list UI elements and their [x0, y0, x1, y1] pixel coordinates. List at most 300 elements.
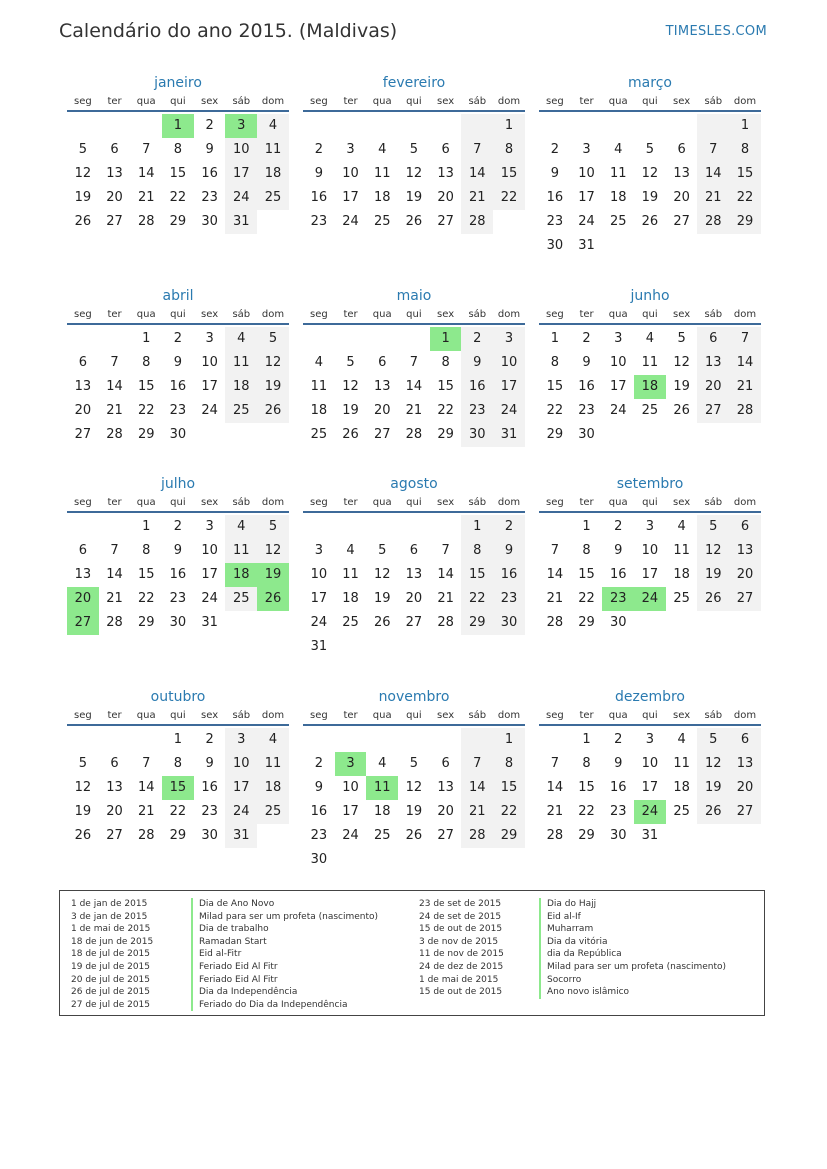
day-cell: 7: [409, 355, 419, 370]
day-cell: 8: [142, 543, 151, 558]
day-cell: 27: [673, 214, 690, 229]
day-cell-empty: [602, 423, 634, 447]
day-cell-empty: [99, 515, 131, 539]
day-cell: 7: [697, 138, 729, 162]
weekday-label: qua: [372, 96, 392, 107]
day-cell: 26: [673, 403, 690, 418]
day-cell: 13: [405, 567, 423, 582]
holiday-day-cell: 18: [225, 563, 257, 587]
day-cell: 29: [578, 828, 595, 843]
month-title: dezembro: [615, 689, 685, 705]
day-cell: 19: [373, 591, 391, 606]
legend-marker: [539, 936, 541, 949]
weekday-header: [539, 497, 761, 513]
day-cell: 20: [405, 591, 423, 606]
day-cell: 22: [169, 804, 187, 819]
day-cell: 4: [314, 355, 323, 370]
weekday-label: qua: [608, 96, 628, 107]
legend-entry: [419, 961, 726, 974]
day-cell-empty: [461, 114, 493, 138]
day-cell: 14: [461, 162, 493, 186]
day-cell: 19: [405, 804, 423, 819]
day-cell: 21: [697, 186, 729, 210]
day-cell: 6: [110, 756, 119, 771]
weekday-label: ter: [343, 96, 358, 107]
day-cell: 24: [310, 615, 328, 630]
day-cell-empty: [67, 515, 99, 539]
day-cell: 12: [641, 166, 659, 181]
day-cell-empty: [257, 611, 289, 635]
weekday-label: sex: [437, 497, 455, 508]
weekday-label: qua: [372, 309, 392, 320]
day-cell: 23: [201, 804, 218, 819]
day-cell: 2: [614, 519, 623, 534]
day-cell: 1: [582, 519, 591, 534]
legend-marker: [191, 911, 193, 924]
day-cell: 9: [314, 780, 323, 795]
legend-date: 15 de out de 2015: [419, 924, 503, 935]
day-cell: 12: [697, 752, 729, 776]
day-cell: 31: [310, 639, 328, 654]
day-cell: 8: [441, 355, 450, 370]
day-cell: 10: [578, 166, 595, 181]
week-row: [539, 138, 761, 162]
legend-holiday-name: Feriado do Dia da Independência: [199, 999, 348, 1010]
legend-marker: [539, 923, 541, 936]
day-cell: 10: [342, 166, 359, 181]
day-cell-empty: [366, 114, 398, 138]
day-cell: 9: [173, 543, 183, 558]
day-cell: 16: [578, 379, 595, 394]
week-row: [303, 210, 525, 234]
legend-holiday-name: Ano novo islâmico: [547, 987, 630, 998]
day-cell: 22: [578, 591, 595, 606]
weekday-label: qui: [406, 96, 422, 107]
day-cell: 8: [550, 355, 559, 370]
day-cell: 8: [493, 752, 525, 776]
day-cell-empty: [335, 635, 367, 659]
day-cell: 17: [342, 804, 359, 819]
day-cell: 8: [173, 142, 183, 157]
day-cell: 30: [609, 828, 627, 843]
day-cell: 8: [142, 355, 151, 370]
week-row: [303, 563, 525, 587]
day-cell: 22: [137, 403, 155, 418]
day-cell-empty: [257, 824, 289, 848]
day-cell: 13: [729, 752, 761, 776]
day-cell: 23: [546, 214, 564, 229]
day-cell: 21: [137, 190, 155, 205]
weekday-header: [303, 309, 525, 325]
day-cell: 21: [546, 804, 564, 819]
week-row: [67, 563, 289, 587]
day-cell: 6: [677, 142, 686, 157]
day-cell: 2: [493, 515, 525, 539]
day-cell: 4: [257, 728, 289, 752]
day-cell-empty: [398, 728, 430, 752]
month-title: novembro: [378, 689, 450, 705]
legend-entry: [71, 936, 378, 949]
weekday-label: qua: [372, 497, 392, 508]
day-cell: 10: [201, 355, 218, 370]
week-row: [67, 210, 289, 234]
day-cell: 28: [729, 399, 761, 423]
legend-marker: [539, 948, 541, 961]
day-cell: 6: [729, 728, 761, 752]
day-cell: 24: [225, 800, 257, 824]
day-cell: 5: [645, 142, 655, 157]
day-cell-empty: [729, 611, 761, 635]
weekday-label: qua: [372, 710, 392, 721]
day-cell: 4: [225, 515, 257, 539]
day-cell: 6: [441, 142, 450, 157]
day-cell-empty: [461, 848, 493, 872]
day-cell: 27: [106, 214, 123, 229]
weekday-header: [539, 96, 761, 112]
holiday-day-cell: 3: [225, 114, 257, 138]
day-cell: 29: [578, 615, 595, 630]
day-cell: 3: [346, 142, 355, 157]
day-cell: 15: [437, 379, 454, 394]
week-row: [67, 824, 289, 848]
day-cell: 19: [697, 776, 729, 800]
week-row: [67, 587, 289, 611]
day-cell: 6: [729, 515, 761, 539]
month-title: agosto: [390, 476, 438, 492]
day-cell: 23: [461, 399, 493, 423]
legend-holiday-name: Milad para ser um profeta (nascimento): [199, 911, 379, 922]
day-cell: 24: [201, 591, 218, 606]
day-cell: 5: [697, 728, 729, 752]
holiday-day-cell: 23: [602, 587, 634, 611]
day-cell: 6: [697, 327, 729, 351]
day-cell-empty: [539, 114, 571, 138]
day-cell: 11: [225, 539, 257, 563]
day-cell-empty: [67, 728, 99, 752]
holiday-day-cell: 27: [67, 611, 99, 635]
day-cell: 12: [257, 539, 289, 563]
day-cell: 22: [437, 403, 454, 418]
day-cell-empty: [99, 114, 131, 138]
day-cell-empty: [602, 114, 634, 138]
day-cell: 15: [546, 379, 564, 394]
month-agosto: [303, 474, 525, 659]
day-cell: 20: [729, 776, 761, 800]
week-row: [539, 515, 761, 539]
week-row: [303, 423, 525, 447]
week-row: [303, 162, 525, 186]
day-cell-empty: [493, 848, 525, 872]
day-cell: 22: [169, 190, 187, 205]
day-cell: 20: [373, 403, 391, 418]
weekday-label: qui: [642, 497, 658, 508]
day-cell: 18: [673, 567, 690, 582]
day-cell: 21: [461, 800, 493, 824]
legend-holiday-name: Milad para ser um profeta (nascimento): [547, 961, 727, 972]
day-cell-empty: [666, 611, 698, 635]
day-cell: 26: [257, 399, 289, 423]
weekday-label: seg: [73, 96, 92, 107]
day-cell-empty: [539, 515, 571, 539]
day-cell: 30: [201, 214, 218, 229]
day-cell: 2: [314, 142, 323, 157]
day-cell: 10: [201, 543, 218, 558]
day-cell: 24: [225, 186, 257, 210]
day-cell: 7: [461, 752, 493, 776]
weekday-label: sex: [201, 96, 219, 107]
legend-holiday-name: Muharram: [547, 924, 594, 935]
week-row: [303, 752, 525, 776]
legend-entry: [71, 974, 378, 987]
page-title: Calendário do ano 2015. (Maldivas): [59, 20, 398, 42]
day-cell: 2: [461, 327, 493, 351]
day-cell: 2: [205, 118, 214, 133]
day-cell-empty: [697, 423, 729, 447]
weekday-label: seg: [73, 710, 92, 721]
day-cell: 23: [609, 804, 627, 819]
day-cell: 14: [137, 780, 155, 795]
day-cell: 15: [461, 563, 493, 587]
day-cell: 24: [493, 399, 525, 423]
day-cell: 25: [257, 186, 289, 210]
day-cell: 30: [493, 611, 525, 635]
day-cell-empty: [430, 515, 462, 539]
day-cell: 5: [697, 515, 729, 539]
day-cell: 28: [461, 824, 493, 848]
day-cell: 23: [169, 403, 187, 418]
day-cell: 17: [493, 375, 525, 399]
day-cell: 2: [314, 756, 323, 771]
day-cell: 10: [342, 780, 359, 795]
day-cell: 10: [493, 351, 525, 375]
day-cell: 5: [409, 142, 419, 157]
day-cell-empty: [366, 327, 398, 351]
weekday-label: dom: [733, 309, 757, 320]
week-row: [539, 114, 761, 138]
day-cell: 24: [342, 214, 359, 229]
week-row: [303, 138, 525, 162]
day-cell: 2: [550, 142, 559, 157]
day-cell: 15: [169, 166, 187, 181]
day-cell: 3: [645, 732, 655, 747]
day-cell: 18: [373, 804, 391, 819]
day-cell-empty: [666, 114, 698, 138]
day-cell: 3: [205, 331, 214, 346]
day-cell: 28: [106, 615, 123, 630]
day-cell-empty: [430, 728, 462, 752]
weekday-label: sáb: [704, 710, 723, 721]
day-cell: 29: [169, 828, 187, 843]
week-row: [303, 587, 525, 611]
month-fevereiro: [303, 73, 525, 234]
legend-entry: [419, 986, 726, 999]
day-cell-empty: [335, 848, 367, 872]
day-cell-empty: [666, 234, 698, 258]
legend-marker: [191, 974, 193, 987]
week-row: [539, 327, 761, 351]
day-cell: 15: [493, 162, 525, 186]
week-row: [67, 800, 289, 824]
day-cell: 28: [546, 615, 564, 630]
day-cell: 26: [405, 828, 423, 843]
day-cell: 20: [106, 190, 123, 205]
day-cell: 6: [78, 543, 87, 558]
day-cell: 17: [310, 591, 328, 606]
weekday-label: qui: [406, 497, 422, 508]
day-cell: 25: [609, 214, 627, 229]
day-cell-empty: [461, 728, 493, 752]
legend-entry: [71, 911, 378, 924]
day-cell-empty: [225, 611, 257, 635]
day-cell: 4: [346, 543, 355, 558]
weekday-label: dom: [497, 710, 521, 721]
weekday-header: [67, 710, 289, 726]
day-cell: 11: [373, 166, 391, 181]
day-cell: 16: [609, 567, 627, 582]
day-cell: 22: [578, 804, 595, 819]
day-cell: 19: [257, 375, 289, 399]
week-row: [539, 375, 761, 399]
day-cell: 1: [461, 515, 493, 539]
week-row: [67, 539, 289, 563]
day-cell: 25: [673, 804, 690, 819]
day-cell: 4: [677, 732, 686, 747]
day-cell-empty: [130, 114, 162, 138]
weekday-label: sáb: [468, 96, 487, 107]
day-cell: 7: [110, 543, 119, 558]
weekday-label: ter: [343, 309, 358, 320]
day-cell: 11: [342, 567, 359, 582]
day-cell: 9: [173, 355, 183, 370]
day-cell: 9: [493, 539, 525, 563]
day-cell-empty: [697, 824, 729, 848]
legend-entry: [419, 923, 726, 936]
week-row: [303, 635, 525, 659]
day-cell: 28: [461, 210, 493, 234]
day-cell: 30: [578, 427, 595, 442]
brand-logo[interactable]: TIMESLES.COM: [665, 24, 767, 39]
week-row: [303, 539, 525, 563]
day-cell: 9: [205, 756, 214, 771]
month-dezembro: [539, 687, 761, 848]
week-row: [539, 351, 761, 375]
day-cell: 23: [310, 214, 328, 229]
day-cell: 30: [201, 828, 218, 843]
day-cell-empty: [697, 611, 729, 635]
weekday-label: ter: [107, 96, 122, 107]
day-cell: 1: [550, 331, 559, 346]
legend-holiday-name: Dia de Ano Novo: [199, 899, 275, 909]
holiday-day-cell: 24: [634, 587, 666, 611]
day-cell: 5: [257, 327, 289, 351]
weekday-label: seg: [73, 497, 92, 508]
week-row: [67, 186, 289, 210]
day-cell: 27: [106, 828, 123, 843]
holiday-legend: [59, 890, 765, 1016]
day-cell-empty: [366, 515, 398, 539]
day-cell: 25: [225, 587, 257, 611]
day-cell: 28: [137, 828, 155, 843]
weekday-label: ter: [343, 497, 358, 508]
day-cell: 24: [609, 403, 627, 418]
day-cell: 24: [201, 403, 218, 418]
day-cell-empty: [398, 327, 430, 351]
day-cell: 17: [225, 776, 257, 800]
month-setembro: [539, 474, 761, 635]
day-cell: 1: [142, 331, 151, 346]
day-cell: 19: [697, 563, 729, 587]
week-row: [539, 752, 761, 776]
holiday-day-cell: 26: [257, 587, 289, 611]
weekday-label: ter: [579, 309, 594, 320]
day-cell-empty: [366, 728, 398, 752]
day-cell: 10: [609, 355, 627, 370]
weekday-label: seg: [309, 497, 328, 508]
day-cell: 27: [437, 214, 454, 229]
day-cell: 13: [106, 780, 123, 795]
week-row: [67, 728, 289, 752]
weekday-label: dom: [733, 710, 757, 721]
day-cell: 27: [373, 427, 391, 442]
day-cell: 15: [578, 780, 595, 795]
legend-date: 1 de mai de 2015: [71, 924, 151, 935]
day-cell: 17: [201, 379, 218, 394]
weekday-label: dom: [261, 497, 285, 508]
legend-marker: [191, 961, 193, 974]
day-cell-empty: [225, 423, 257, 447]
weekday-header: [67, 497, 289, 513]
legend-marker: [191, 999, 193, 1012]
day-cell: 26: [697, 587, 729, 611]
day-cell: 7: [729, 327, 761, 351]
weekday-label: sex: [673, 710, 691, 721]
day-cell: 8: [582, 543, 591, 558]
day-cell: 21: [137, 804, 155, 819]
day-cell: 16: [201, 166, 218, 181]
month-janeiro: [67, 73, 289, 234]
holiday-day-cell: 1: [430, 327, 462, 351]
weekday-label: sex: [201, 309, 219, 320]
day-cell: 26: [697, 800, 729, 824]
weekday-label: dom: [733, 497, 757, 508]
day-cell: 29: [729, 210, 761, 234]
day-cell: 24: [342, 828, 359, 843]
day-cell: 17: [641, 567, 659, 582]
day-cell: 31: [641, 828, 659, 843]
day-cell: 7: [110, 355, 119, 370]
day-cell: 13: [729, 539, 761, 563]
day-cell: 27: [437, 828, 454, 843]
week-row: [539, 186, 761, 210]
day-cell-empty: [571, 114, 603, 138]
day-cell: 16: [169, 379, 187, 394]
day-cell: 27: [74, 427, 92, 442]
day-cell: 25: [342, 615, 359, 630]
day-cell: 30: [310, 852, 328, 867]
weekday-label: qua: [136, 710, 156, 721]
week-row: [303, 824, 525, 848]
day-cell-empty: [666, 423, 698, 447]
day-cell: 14: [137, 166, 155, 181]
day-cell: 21: [729, 375, 761, 399]
day-cell: 26: [342, 427, 359, 442]
week-row: [539, 800, 761, 824]
day-cell: 1: [582, 732, 591, 747]
weekday-label: ter: [107, 497, 122, 508]
day-cell: 27: [729, 587, 761, 611]
weekday-label: ter: [107, 710, 122, 721]
day-cell-empty: [99, 327, 131, 351]
